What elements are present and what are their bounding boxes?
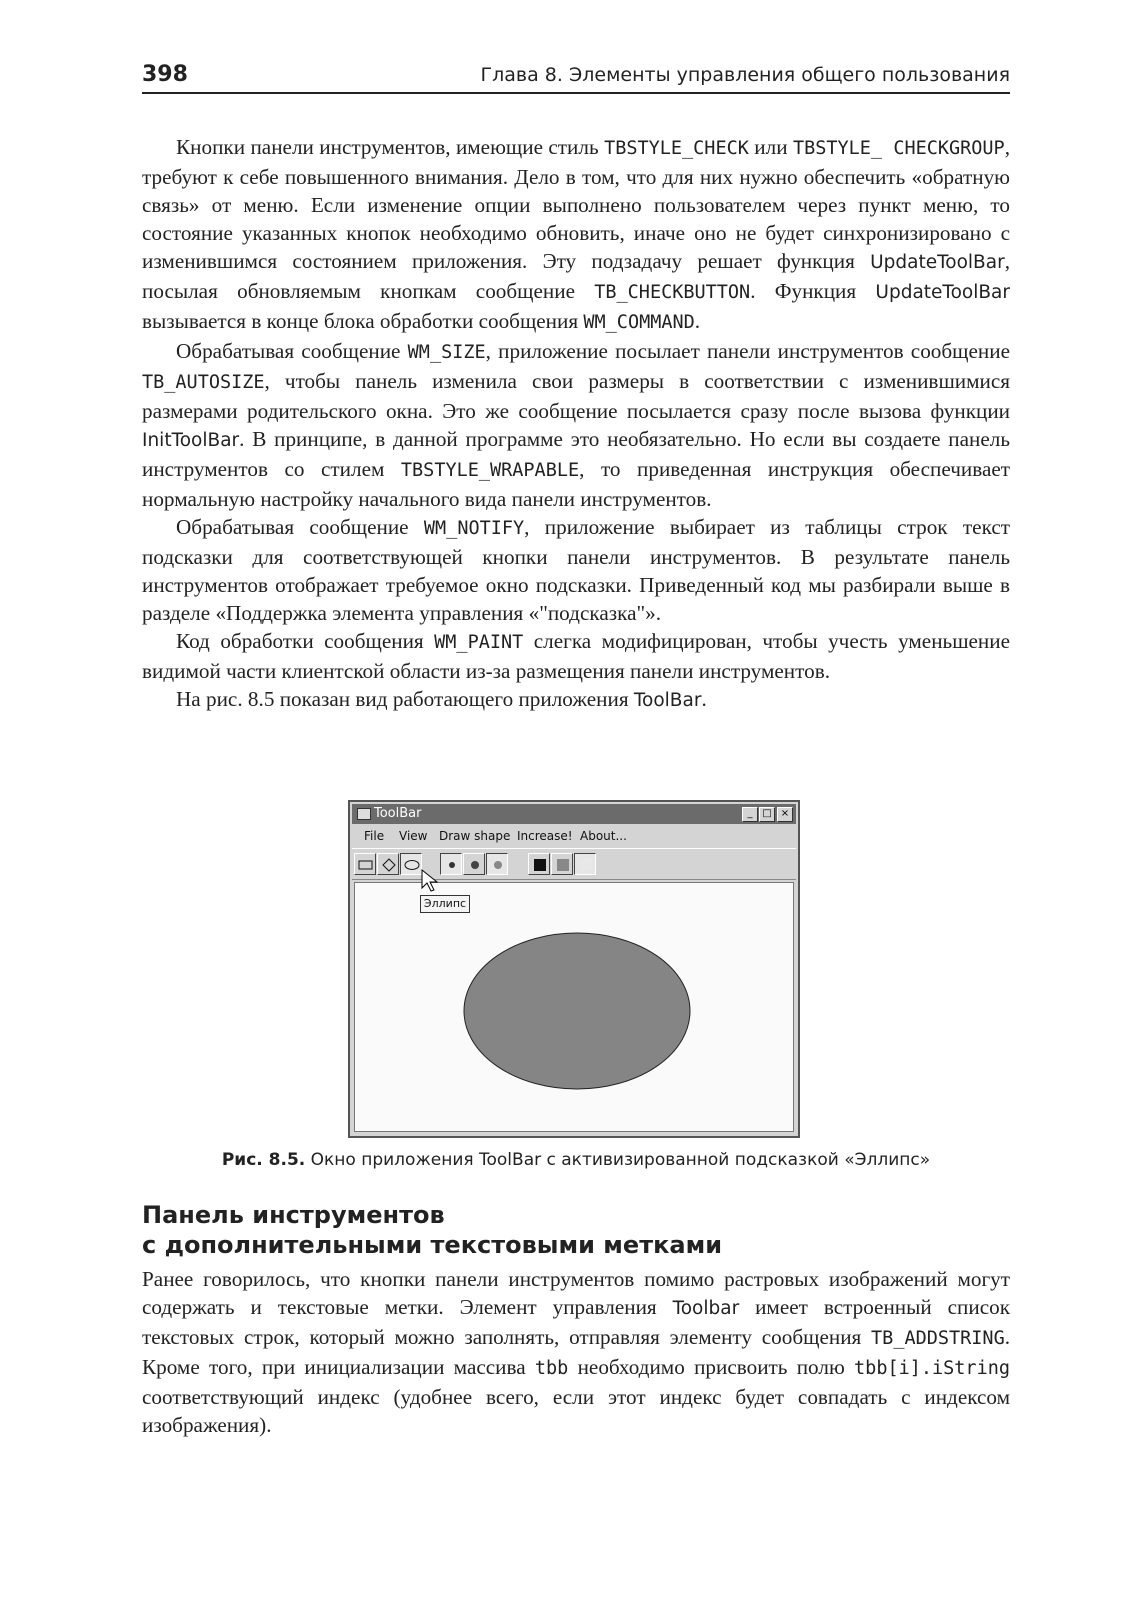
identifier-term: UpdateToolBar	[870, 252, 1005, 273]
text-run: . В принципе, в данной программе это необязательно. Но если вы создаете панель инструментов со стилем	[142, 427, 1010, 481]
text-run: , требуют к себе повышенного внимания. Дело в том, что для них нужно обеспечить «обратную связь» от меню. Если изменение опции выполнено пользователем через пункт меню, то состояние указанных кнопок необходимо обновить, иначе оно не будет синхронизировано с изменившимся состоянием приложения. Эту подзадачу решает функция	[142, 135, 1010, 273]
rectangle-icon[interactable]	[354, 853, 376, 875]
text-run: Кнопки панели инструментов, имеющие стиль	[176, 135, 605, 159]
code-term: tbb[i].iString	[854, 1358, 1010, 1379]
page-number: 398	[142, 62, 188, 87]
text-run: .	[694, 309, 701, 333]
section-heading-line2: с дополнительными текстовыми метками	[142, 1231, 723, 1259]
text-run: , приложение выбирает из таблицы строк текст подсказки для соответствующей кнопки панели инструментов. В результате панель инструментов отображает требуемое окно подсказки. Приведенный код мы разбирали выше в разделе «Поддержка элемента управления «"подсказка"».	[142, 515, 1010, 625]
paragraph	[142, 685, 1010, 715]
code-term: WM_NOTIFY	[423, 518, 525, 539]
text-run: соответствующий индекс (удобнее всего, если этот индекс будет совпадать с индексом изображения).	[142, 1385, 1010, 1437]
text-run: На рис. 8.5 показан вид работающего приложения	[176, 687, 634, 711]
identifier-term: UpdateToolBar	[875, 282, 1010, 303]
paragraph	[142, 337, 1010, 513]
window-titlebar	[352, 804, 796, 824]
dot-large-icon[interactable]	[486, 853, 508, 875]
close-button[interactable]: ×	[777, 807, 793, 822]
section-heading	[142, 1200, 1010, 1260]
ellipse-icon[interactable]	[400, 853, 422, 875]
text-run: , приложение посылает панели инструментов сообщение	[485, 339, 1010, 363]
text-run: . Кроме того, при инициализации массива	[142, 1325, 1010, 1379]
section-body-text	[142, 1265, 1010, 1439]
code-term: TB_CHECKBUTTON	[594, 282, 751, 303]
mouse-cursor-icon	[420, 868, 440, 894]
text-run: вызывается в конце блока обработки сообщения	[142, 309, 584, 333]
page-header	[142, 60, 1010, 94]
identifier-term: Toolbar	[672, 1298, 740, 1319]
window-app-icon	[357, 808, 371, 820]
window-title: ToolBar	[374, 806, 422, 821]
black-square-icon[interactable]	[528, 853, 550, 875]
code-term: WM_PAINT	[434, 632, 524, 653]
text-run: имеет встроенный список текстовых строк, который можно заполнять, отправляя элементу сообщения	[142, 1295, 1010, 1349]
figure-label: Рис. 8.5.	[221, 1150, 306, 1170]
dot-small-icon[interactable]	[440, 853, 462, 875]
menu-increase[interactable]: Increase!	[517, 829, 573, 843]
text-run: , посылая обновляемым кнопкам сообщение	[142, 249, 1010, 303]
code-term: TBSTYLE_WRAPABLE	[400, 460, 580, 481]
toolbar	[352, 848, 796, 880]
text-run: Ранее говорилось, что кнопки панели инструментов помимо растровых изображений могут содержать и текстовые метки. Элемент управления	[142, 1267, 1010, 1319]
minimize-button[interactable]: _	[742, 807, 758, 822]
dot-medium-icon[interactable]	[463, 853, 485, 875]
text-run: Обрабатывая сообщение	[176, 339, 408, 363]
text-run: , чтобы панель изменила свои размеры в соответствии с изменившимися размерами родительского окна. Это же сообщение посылается сразу после вызова функции	[142, 369, 1010, 423]
menu-file[interactable]: File	[364, 829, 385, 843]
running-title: Глава 8. Элементы управления общего пользования	[480, 64, 1010, 86]
text-run: или	[748, 135, 793, 159]
toolbar-app-window	[348, 800, 800, 1138]
text-run: .	[701, 687, 707, 711]
code-term: WM_COMMAND	[583, 312, 695, 333]
figure-caption	[142, 1150, 1010, 1170]
code-term: WM_SIZE	[407, 342, 486, 363]
light-square-icon[interactable]	[574, 853, 596, 875]
text-run: . Функция	[750, 279, 876, 303]
paragraph	[142, 627, 1010, 685]
drawing-canvas	[355, 883, 797, 1135]
text-run: слегка модифицирован, чтобы учесть уменьшение видимой части клиентской области из-за размещения панели инструментов.	[142, 629, 1010, 683]
text-run: Обрабатывая сообщение	[176, 515, 424, 539]
paragraph	[142, 133, 1010, 337]
paragraph	[142, 1265, 1010, 1439]
menu-draw-shape[interactable]: Draw shape	[439, 829, 511, 843]
code-term: TB_AUTOSIZE	[142, 372, 265, 393]
section-heading-line1: Панель инструментов	[142, 1201, 445, 1229]
ellipse-shape	[464, 933, 690, 1089]
text-run: необходимо присвоить полю	[568, 1355, 855, 1379]
client-area[interactable]	[354, 882, 794, 1132]
text-run: Код обработки сообщения	[176, 629, 435, 653]
code-term: tbb	[534, 1358, 569, 1379]
diamond-icon[interactable]	[377, 853, 399, 875]
text-run: , то приведенная инструкция обеспечивает нормальную настройку начального вида панели инструментов.	[142, 457, 1011, 511]
identifier-term: InitToolBar	[142, 430, 240, 451]
body-text	[142, 133, 1010, 715]
gray-square-icon[interactable]	[551, 853, 573, 875]
maximize-button[interactable]: □	[759, 807, 775, 822]
menu-view[interactable]: View	[399, 829, 428, 843]
paragraph	[142, 513, 1010, 627]
identifier-term: ToolBar	[633, 690, 702, 711]
menu-bar	[352, 826, 796, 846]
figure-caption-text: Окно приложения ToolBar с активизированной подсказкой «Эллипс»	[305, 1150, 931, 1170]
code-term: TBSTYLE_CHECK	[604, 138, 749, 159]
code-term: TBSTYLE_ CHECKGROUP	[792, 138, 1005, 159]
menu-about[interactable]: About...	[580, 829, 627, 843]
code-term: TB_ADDSTRING	[871, 1328, 1005, 1349]
tooltip: Эллипс	[420, 895, 470, 913]
